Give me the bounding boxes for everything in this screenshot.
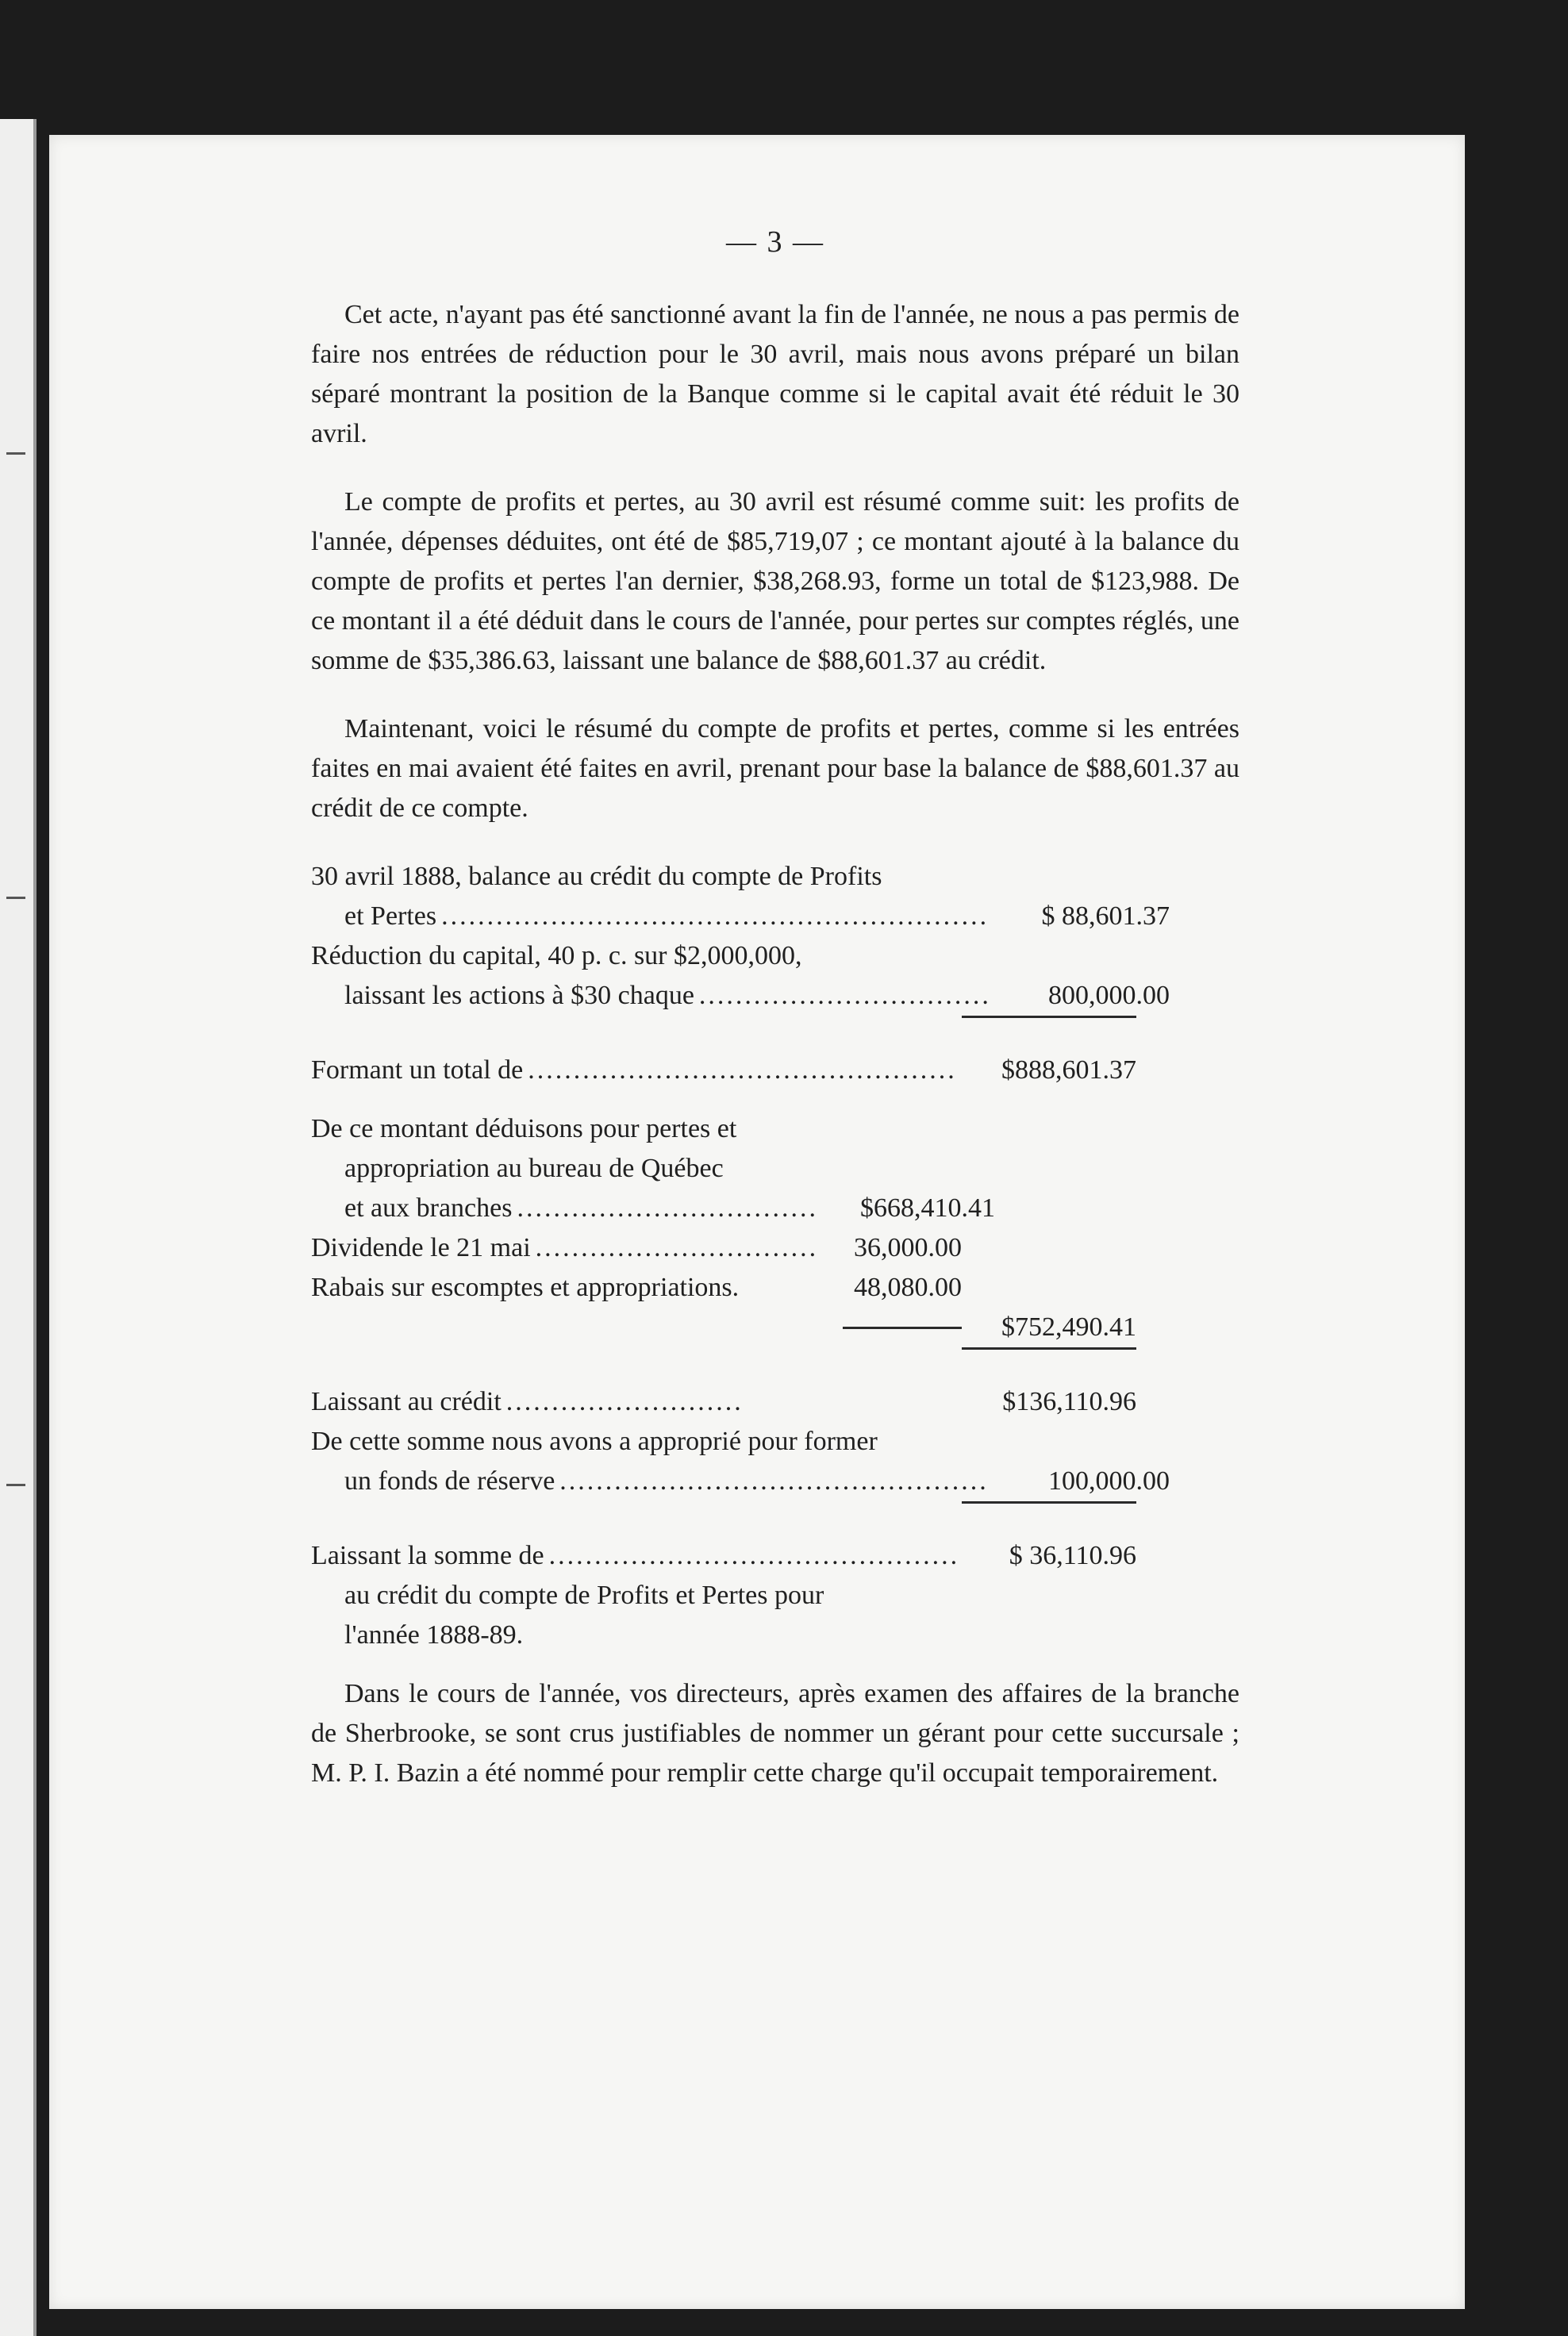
statement-line: et aux branches: [344, 1193, 513, 1223]
statement-line: Réduction du capital, 40 p. c. sur $2,000,000,: [311, 941, 802, 970]
statement-line: De ce montant déduisons pour pertes et: [311, 1114, 737, 1143]
statement-line: et Pertes: [344, 901, 437, 931]
statement-line: laissant les actions à $30 chaque: [344, 981, 694, 1010]
closing-paragraph: Dans le cours de l'année, vos directeurs, après examen des affaires de la branche de Sherbrooke, se sont crus justifiables de nommer un gérant pour cette succursale ; M. P. I. Bazin a été nommé pour remplir cette charge qu'il occupait temporairement.: [311, 1679, 1239, 1788]
statement-line: Laissant au crédit: [311, 1387, 502, 1416]
sum-rule: [843, 1327, 962, 1329]
total-amount: $888,601.37: [1001, 1055, 1136, 1085]
statement-amount: $ 36,110.96: [1009, 1541, 1136, 1570]
leader-dots: [441, 897, 990, 936]
page-number: — 3 —: [726, 225, 824, 259]
statement-line: l'année 1888-89.: [344, 1620, 524, 1650]
paragraph-1: Cet acte, n'ayant pas été sanctionné avant la fin de l'année, ne nous a pas permis de faire nos entrées de réduction pour le 30 avril, mais nous avons préparé un bilan séparé montrant la position de la Banque comme si le capital avait été réduit le 30 avril.: [311, 300, 1239, 448]
leader-dots: [517, 1189, 816, 1228]
leader-dots: [528, 1051, 957, 1090]
statement-line: 30 avril 1888, balance au crédit du compte de Profits: [311, 862, 882, 891]
sum-rule: [962, 1347, 1136, 1350]
statement-line: Laissant la somme de: [311, 1541, 544, 1570]
statement-amount: $668,410.41: [860, 1193, 995, 1223]
statement-line: au crédit du compte de Profits et Pertes pour: [344, 1581, 824, 1610]
document-page: [49, 135, 1465, 2309]
statement-line: un fonds de réserve: [344, 1466, 555, 1496]
statement-line: Rabais sur escomptes et appropriations.: [311, 1273, 740, 1302]
statement-amount: $136,110.96: [1002, 1387, 1136, 1416]
page-text: [311, 222, 1239, 1822]
leader-dots: [549, 1536, 957, 1576]
statement-amount: $752,490.41: [1001, 1312, 1136, 1342]
statement-line: Dividende le 21 mai: [311, 1233, 531, 1262]
total-label: Formant un total de: [311, 1055, 524, 1085]
statement-amount: 800,000.00: [1048, 981, 1170, 1010]
statement-line: appropriation au bureau de Québec: [344, 1154, 724, 1183]
leader-dots: [506, 1382, 744, 1422]
profit-loss-statement: [311, 857, 1239, 1655]
paragraph-2: Le compte de profits et pertes, au 30 avril est résumé comme suit: les profits de l'année, dépenses déduites, ont été de $85,719,07 ; ce montant ajouté à la balance du compte de profits et pertes l'an dernier, $38,268.93, forme un total de $123,988. De ce montant il a été déduit dans le cours de l'année, pour pertes sur comptes réglés, une somme de $35,386.63, laissant une balance de $88,601.37 au crédit.: [311, 487, 1239, 675]
sum-rule: [962, 1016, 1136, 1018]
sum-rule: [962, 1501, 1136, 1504]
statement-line: De cette somme nous avons a approprié pour former: [311, 1427, 878, 1456]
statement-amount: 48,080.00: [854, 1273, 962, 1302]
statement-amount: $ 88,601.37: [1041, 901, 1170, 931]
leader-dots: [536, 1228, 816, 1268]
leader-dots: [699, 976, 990, 1016]
adjacent-page-edge: [0, 119, 37, 2336]
leader-dots: [559, 1462, 990, 1501]
statement-amount: 100,000.00: [1048, 1466, 1170, 1496]
paragraph-3: Maintenant, voici le résumé du compte de profits et pertes, comme si les entrées faites en mai avaient été faites en avril, prenant pour base la balance de $88,601.37 au crédit de ce compte.: [311, 714, 1239, 823]
statement-amount: 36,000.00: [854, 1233, 962, 1262]
